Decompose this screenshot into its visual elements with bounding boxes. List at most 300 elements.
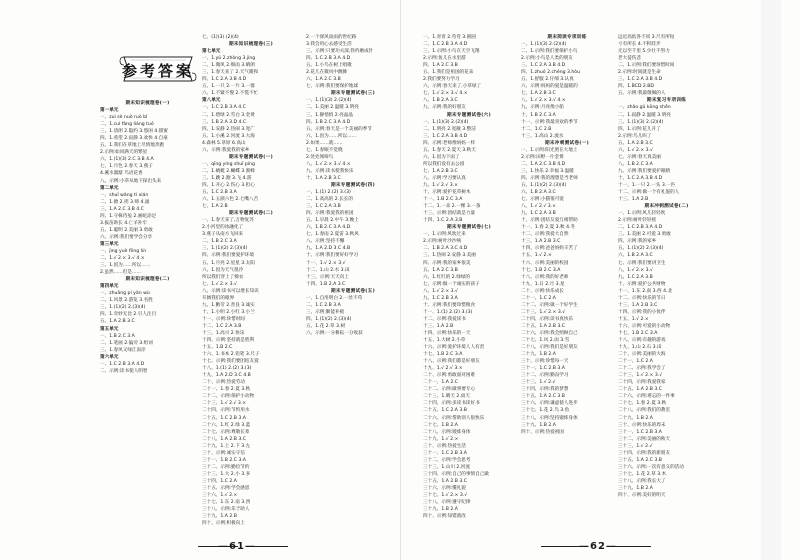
answer-line: 三、1.因为……所以……: [100, 263, 151, 269]
answer-line: 十四、示例:快乐的一天: [423, 330, 471, 336]
answer-line: 九、1.C 2.B 3.A: [423, 295, 458, 301]
answer-line: 三、1.C 2.A 3.B: [306, 204, 341, 210]
answer-line: 三、1.春天来了 2.天气暖和: [202, 70, 259, 76]
answer-line: 五、1.(1)(2) 2.(3)(4): [521, 182, 567, 188]
answer-line: 一、shuǐ wǎng tí xián: [100, 192, 149, 198]
answer-line: 一、1.示例:风吹过来: [423, 232, 466, 238]
answer-line: 四、1.zhuó 2.chéng 3.hòu: [521, 70, 581, 76]
answer-line: 四、示例:我的家乡很美: [423, 260, 471, 266]
answer-line: 二十二、示例:做事要专心: [423, 387, 476, 393]
answer-line: 十三、1.高山 2.流水: [521, 133, 564, 139]
answer-line: 二、1.示例:我们要珍惜时间: [618, 63, 675, 69]
left-column-2: [202, 34, 300, 532]
section-heading: 期末专题测试卷(五): [331, 288, 375, 294]
answer-line: 一、jìng yuè fēng lín: [100, 248, 147, 254]
answer-line: 三、1.清朗 2.隐约 3.悠闲 4.甜蜜: [100, 129, 168, 135]
answer-line: 二十八、示例:我们的教室: [618, 408, 671, 414]
answer-line: 二、1.高高的 2.长长的: [306, 197, 353, 203]
answer-line: 二十三、1.√ 2.√ 3.×: [202, 401, 247, 407]
answer-line: 三十三、1.大 2.小 3.多: [202, 471, 251, 477]
answer-line: 三十九、1.A 2.B: [202, 514, 237, 520]
answer-line: 4.森林 5.草原 6.高山: [202, 140, 246, 146]
answer-line: 七、示例:做一个诚实的孩子: [423, 281, 480, 287]
answer-line: 2.示例:鱼儿在水里游: [423, 56, 466, 62]
answer-line: 十一、1.春 2.夏 3.秋 4.冬: [521, 225, 576, 231]
answer-line: 十二、1.山 2.水 3.田: [306, 267, 350, 273]
answer-line: 七、(1)(3) (2)(4): [202, 35, 239, 40]
answer-line: 二十四、示例:多读书读好书: [423, 401, 480, 407]
answer-line: 三十五、示例:学会感恩: [202, 486, 250, 491]
answer-line: 二十六、示例:难忘的一件事: [618, 394, 675, 400]
answer-line: 二、1.B 2.A 3.C 4.D: [423, 246, 468, 252]
answer-line: 二十七、示例:尊敬长辈: [202, 429, 250, 435]
answer-line: 十三、1.A 2.B 3.C: [521, 239, 561, 245]
answer-line: 八、1.√ 2.× 3.√: [423, 288, 458, 294]
answer-line: 十八、示例:我们都是好朋友: [423, 359, 480, 365]
answer-line: 七、1.A 2.B 3.C: [521, 91, 556, 97]
answer-line: 六、示例:一分耕耘一分收获: [306, 330, 363, 336]
answer-line: 十四、1.B 2.A 3.C: [306, 281, 346, 287]
answer-line: 三、1.春风又绿江南岸: [100, 347, 146, 353]
answer-line: 二十、示例:快乐成长: [521, 288, 564, 294]
answer-line: 五、1.早晨 2.中午 3.晚上: [306, 218, 359, 224]
answer-line: 2.如果……就……: [306, 140, 343, 146]
answer-line: 二十一、1.A 2.C: [423, 380, 458, 386]
section-heading: 期末知识梳理卷(一): [125, 101, 170, 106]
answer-key-title: 参考答案: [121, 62, 194, 80]
answer-line: 十二、1.C 2.B: [521, 126, 552, 132]
answer-line: 二十八、示例:锻炼身体: [423, 429, 471, 435]
answer-line: 十四、1.C 2.A 3.B: [423, 218, 463, 224]
unit-heading: 第一单元: [100, 108, 119, 114]
answer-line: 五、1.我们是祖国的花朵: [423, 70, 474, 76]
answer-line: 三十七、1.东 2.南 3.西: [202, 500, 251, 506]
answer-line: 三十五、1.A 2.C 3.B: [521, 394, 565, 400]
answer-line: 九、1.C 2.A 3.B: [618, 274, 653, 280]
answer-line: 2.我们要努力学习: [423, 77, 460, 83]
section-heading: 期末专题测试卷(六): [447, 112, 491, 118]
answer-line: 二十七、1.B 2.A: [423, 422, 458, 428]
answer-line: 一、1.B 2.C 3.A: [100, 333, 135, 339]
unit-heading: 第七单元: [202, 49, 221, 55]
answer-line: 二十八、1.A 2.B 3.C: [202, 436, 246, 442]
answer-line: 2.示例:鸟儿叫了: [618, 133, 652, 139]
answer-line: 二十二、示例:我学会了: [618, 366, 666, 372]
answer-line: 五、1.C 2.B 3.A: [202, 190, 237, 196]
unit-heading: 第六单元: [100, 354, 119, 360]
answer-line: 三、1.C 2.A 3.B 4.D: [521, 63, 566, 69]
answer-line: 五、1.舒服 2.仔细 3.认真: [521, 77, 574, 83]
answer-line: 三十五、1.A 2.B 3.C: [423, 478, 467, 484]
answer-line: 二十四、示例:读书真快乐: [521, 316, 574, 322]
answer-line: 一、zuì sè nuò ruò bǐ: [100, 115, 148, 121]
answer-line: 六、1.B 2.A 3.C: [618, 253, 653, 259]
answer-line: 二十八、示例:我们是好朋友: [521, 345, 578, 351]
answer-line: 十一、示例:珍惜时间: [202, 316, 245, 322]
answer-line: 二、1.明亮 2.宽敞 3.整洁: [423, 126, 476, 132]
answer-line: 二、1.B 2.C 3.A: [202, 239, 237, 245]
answer-line: 3.我会用心去感受生活: [306, 42, 352, 48]
answer-line: 十九、1.山 2.石 3.田: [618, 345, 662, 351]
answer-line: 二、1.C 2.B 3.A 4.D: [618, 225, 663, 231]
answer-line: 三十一、1.C 2.B 3.A: [521, 366, 565, 372]
page-number-rule-left: [541, 546, 581, 547]
left-column-1: [100, 100, 195, 540]
answer-line: 三十一、1.C 2.B 3.A: [618, 429, 662, 435]
answer-line: 十六、示例:可爱的小动物: [618, 323, 671, 329]
answer-line: 2.示例:如同满天的繁星: [100, 150, 148, 156]
answer-line: 六、1.√ 2.× 3.√: [618, 147, 653, 153]
answer-line: 四、1.C 2.A 3.B 4.D: [202, 77, 247, 83]
answer-line: 十一、1.√ 2.× 3.√: [306, 260, 346, 266]
answer-line: 无以至千里 5.少壮不努力: [618, 49, 670, 55]
answer-line: 十五、1.√ 2.×: [521, 253, 552, 259]
right-column-1: [423, 34, 515, 532]
answer-line: 六、示例:妈妈的爱是温暖的: [521, 84, 578, 90]
answer-line: 六、1.因为天气很冷: [202, 267, 244, 273]
answer-line: 三、1.(1)(2) 2.(3)(4): [202, 246, 248, 252]
answer-line: 六、1.不紧不慢 2.不慌不忙: [202, 91, 259, 97]
answer-line: 三十一、1.C 2.B 3.A: [423, 450, 467, 456]
answer-line: 十、1.A 2.B 3.C: [306, 175, 341, 181]
answer-line: 三十二、示例:勤奋学习: [521, 373, 569, 379]
answer-line: 2.小河里的冰融化了: [202, 225, 244, 231]
answer-line: 八、示例:学习要认真: [423, 175, 466, 181]
answer-line: 四、示例:我爱我的祖国: [306, 211, 354, 217]
answer-line: 十、示例:团结友爱互相帮助: [521, 218, 578, 224]
answer-line: 三十六、1.√ 2.×: [202, 493, 238, 499]
answer-line: 四、1.(1)(2) 2.(3)(4): [306, 316, 352, 322]
answer-line: 七、1.月色 2.春天 3.燕子: [100, 164, 153, 170]
answer-line: 八、1.√ 2.× 3.√ 4.×: [306, 161, 351, 167]
answer-line: 三、1.热闹 2.安静 3.美丽: [423, 253, 476, 259]
answer-line: 九、示例:读书使我快乐: [306, 168, 354, 174]
answer-line: 二十七、1.风 2.雨 3.雪: [521, 338, 570, 344]
section-heading: 期末复习专项训练: [646, 98, 687, 104]
right-page: [400, 0, 800, 560]
scan-margin: [761, 0, 781, 560]
answer-line: 九、1.C 2.A 3.B: [521, 211, 556, 217]
answer-line: 一、1.示例:阳光照在大地上: [521, 147, 578, 153]
answer-line: 三十六、示例:懂礼貌: [423, 486, 466, 491]
answer-line: 四、1.安静 2.热闹 3.宽广: [202, 126, 255, 132]
section-heading: 期末专题测试卷(二): [229, 211, 273, 217]
answer-line: 五、1.小鸟在树上唱歌: [306, 63, 352, 69]
answer-line: 三十三、1.√ 2.√: [521, 380, 556, 386]
answer-line: 五、示例:我最敬佩的人: [618, 91, 666, 97]
answer-line: 二十六、示例:我会照顾自己: [521, 330, 578, 336]
answer-line: 十四、示例:爸爸妈妈辛苦了: [521, 246, 578, 252]
answer-line: 2.处处闻啼鸟: [306, 154, 334, 160]
answer-line: 十二、示例:做一个有礼貌的人: [618, 190, 680, 196]
answer-line: 3.拔苗助长 4.亡羊补牢: [100, 220, 147, 226]
answer-line: 三十八、示例:坚持锻炼身体: [521, 415, 578, 421]
unit-heading: 第四单元: [100, 284, 119, 290]
answer-line: 四、1.开心 2.伤心 3.担心: [202, 182, 255, 188]
answer-line: 十三、1.高兴 2.快乐: [202, 330, 245, 336]
answer-line: 六、1.B 2.C 3.A 4.D: [306, 225, 351, 231]
answer-line: 三、1.C 2.A 3.B 4.D: [618, 77, 663, 83]
answer-line: 三十、示例:快乐的周末: [618, 422, 666, 428]
answer-line: 三、1.跳 2.跑 3.飞 4.游: [202, 175, 252, 181]
answer-line: 十九、1.日 2.月 3.星: [521, 281, 565, 287]
answer-line: 三、1.C 2.A 3.B 4.D: [423, 133, 468, 139]
answer-line: 八、1.√ 2.× 3.√ 4.×: [521, 98, 566, 104]
answer-line: 四、1.奇妙无比 2.引人注目: [100, 312, 157, 318]
answer-line: 十七、1.B 2.C 3.A: [618, 330, 658, 336]
answer-line: 七、1.√ 2.× 3.√: [202, 281, 237, 287]
answer-line: 九、1.A 2.D 3.C 4.B: [306, 246, 351, 252]
answer-line: 二十五、1.C 2.B 3.A: [202, 415, 246, 421]
answer-line: 二十三、1.晴天 2.雨天: [423, 394, 470, 400]
answer-line: 十、1.B 2.C 3.A: [521, 112, 556, 118]
answer-line: 十一、1.一只 2.一头 3.一匹: [618, 182, 676, 188]
answer-line: 三、1.快乐 2.幸福 3.温暖: [521, 168, 574, 174]
section-heading: 期末专题测试卷(三): [331, 91, 375, 97]
answer-line: 十二、示例:快乐的节日: [618, 295, 666, 301]
answer-line: 四、1.示例:花儿开了: [618, 126, 661, 132]
answer-line: 三十七、1.花 2.鸟 3.鱼: [521, 408, 570, 414]
answer-line: 二、1.风景 2.游览 3.名胜: [100, 298, 153, 304]
answer-line: 一、1.(1) 2.(2) 3.(3): [306, 190, 351, 196]
answer-line: 二十九、1.B 2.A: [521, 352, 556, 358]
right-column-3: [618, 34, 715, 532]
answer-line: 六、1.(1)(3) 2.C 3.B 4.A: [100, 157, 154, 163]
answer-line: 十五、1.B 2.C: [202, 345, 233, 351]
answer-line: 七、1.√ 2.× 3.√ 4.×: [423, 91, 468, 97]
answer-line: 六、1.五颜六色 2.七嘴八舌: [202, 197, 259, 203]
answer-line: 八、1.√ 2.√ 3.×: [521, 204, 556, 210]
answer-line: 老大徒伤悲: [618, 56, 641, 62]
answer-line: 四十、示例:热爱祖国: [521, 429, 564, 435]
answer-line: 五、1.我们在草地上尽情地奔跑: [100, 143, 165, 149]
answer-line: 一、1.春天来了,万物复苏: [202, 218, 254, 224]
answer-line: 三、1.示例:小鸟在天空飞翔: [423, 49, 480, 55]
answer-line: 七、1.春雨 2.夏雷 3.秋风: [306, 232, 359, 238]
answer-line: 3.燕子从南方飞回来: [202, 232, 244, 238]
answer-line: 三十三、1.√ 2.√: [618, 443, 653, 449]
answer-line: 二、1.C 2.B 3.A: [306, 302, 341, 308]
answer-line: 一、zhuāng pí yǎn wù: [100, 291, 150, 297]
answer-line: 十、示例:我们要珍惜粮食: [423, 302, 476, 308]
answer-line: 三十二、示例:美丽的秋天: [618, 436, 671, 442]
answer-line: 六、示例:我们要学会分享: [100, 234, 153, 240]
answer-line: 三十二、示例:学会思考: [423, 457, 471, 463]
answer-line: 二十九、1.上 2.下 3.左: [202, 443, 251, 449]
answer-line: 二、1.掀 2.拐 3.啼 4.涌: [100, 199, 150, 205]
answer-line: 二十、示例:美丽的大海: [618, 352, 666, 358]
answer-line: 二、1.cuì fàng liáng tuó: [100, 122, 154, 128]
answer-line: 二、1.A 2.C 3.B 4.D: [521, 161, 566, 167]
answer-line: 三十六、示例:一次有意义的活动: [618, 464, 684, 470]
answer-line: 2.一个驿风雨雨的世纪路: [306, 35, 357, 40]
answer-line: 五、1.A 2.C 3.B: [423, 267, 458, 273]
answer-line: 八、1.B 2.A 3.C: [423, 98, 458, 104]
answer-line: 一、1.(1)(3) 2.(2)(4): [306, 98, 352, 104]
answer-line: 二、1.蜻蜓 2.蝴蝶 3.蜜蜂: [202, 168, 255, 174]
answer-line: 三、1.(1)(2) 2.(3)(4): [100, 305, 146, 311]
page-number-value: 62: [590, 541, 606, 552]
answer-line: 三、1.B 2.A 3.D 4.C: [202, 119, 247, 125]
answer-line: 二、1.√ 2.× 3.√ 4.×: [100, 256, 145, 262]
answer-line: 五、1.月亮 2.星星 3.太阳: [202, 260, 255, 266]
answer-line: 四十、示例:积极向上: [202, 521, 245, 527]
answer-line: 八、示例:坚持不懈: [306, 239, 345, 245]
page-number-value: 61: [229, 541, 245, 552]
answer-line: 九、示例:我的好朋友: [423, 105, 466, 111]
answer-line: 十、1.小明 2.小红 3.小兰: [202, 309, 255, 315]
answer-line: 三十五、1.A 2.C 3.B: [618, 457, 662, 463]
answer-line: 二、1.寂静 2.温暖 3.明亮: [618, 112, 671, 118]
answer-line: 一、1.yǔ 2.zhòng 3.jìng: [202, 56, 256, 62]
answer-line: 八、示例:小草从地下探出头来: [100, 178, 162, 184]
answer-line: 二十四、示例:节约用水: [202, 408, 250, 414]
answer-line: 十四、示例:坚持就是胜利: [202, 338, 255, 344]
unit-heading: 第五单元: [100, 326, 119, 332]
answer-line: 三十二、示例:勤俭节约: [202, 464, 250, 470]
answer-line: 七、示例:我们要保护地球: [306, 84, 359, 90]
answer-line: 三十、示例:诚实守信: [202, 450, 245, 456]
answer-line: 四十、示例:美好的明天: [618, 493, 666, 499]
answer-line: 九、示例:我们要爱护眼睛: [618, 168, 671, 174]
answer-line: 二、1.微风 2.细雨 3.晴朗: [202, 63, 255, 69]
section-heading: 期末专题测试卷(一): [229, 154, 273, 160]
answer-line: 三十一、1.B 2.C 3.A: [202, 457, 246, 463]
answer-line: 二、示例:读书使人明智: [100, 368, 148, 374]
answer-line: 一、1.C 2.B 3.A 4.C: [202, 105, 246, 111]
page-number: —61—: [218, 541, 256, 552]
answer-line: 十一、1.B 2.C 3.A: [423, 197, 463, 203]
section-heading: 期末专题测试卷(四): [331, 182, 375, 188]
answer-line: 三、1.(1)(3) 2.(2)(4): [618, 119, 664, 125]
page-number: —62—: [579, 541, 617, 552]
answer-line: 十一、1.(1) 2.(2) 3.(3): [423, 309, 473, 315]
answer-line: 七、示例:春天真美丽: [618, 154, 661, 160]
answer-line: 二十二、示例:做一个好学生: [521, 302, 578, 308]
answer-line: 五、1.春天 2.夏天 3.秋天: [423, 147, 476, 153]
answer-line: 六、1.A 2.C 3.B: [306, 77, 341, 83]
answer-line: 七、示例:小猫很可爱: [521, 197, 564, 203]
answer-line: 十八、示例:我的好老师: [521, 274, 569, 280]
answer-line: 二十三、1.√ 2.× 3.√: [618, 373, 663, 379]
answer-line: 六、1.B 2.A 3.C: [521, 190, 556, 196]
answer-line: 二十三、1.√ 2.× 3.√: [521, 309, 566, 315]
answer-line: 寸有所长 4.不积跬步: [618, 42, 661, 48]
answer-line: 一、1.(1)(3) 2.(2)(4): [521, 42, 567, 48]
answer-line: 四、示例:我的家乡: [618, 239, 657, 245]
answer-line: 三十三、1.山川 2.河流: [423, 464, 470, 470]
answer-line: 四、1.守株待兔 2.画蛇添足: [100, 213, 157, 219]
answer-line: 十八、示例:有趣的游戏: [618, 338, 666, 344]
page-number-rule-right: [611, 546, 651, 547]
answer-line: 七、1.春眠不觉晓: [306, 147, 343, 153]
answer-line: 2.示例:树叶轻轻摇: [618, 218, 657, 224]
section-heading: 期末知识梳理卷(三): [229, 42, 273, 48]
answer-line: 十六、示例:美丽的校园: [521, 260, 569, 266]
answer-line: 一、1.示例:风儿轻轻吹: [618, 211, 666, 217]
answer-line: 四、示例:老师像妈妈一样: [423, 140, 476, 146]
answer-line: 五、1.(1)(2) 2.(3)(4): [618, 246, 664, 252]
left-column-3: [306, 34, 400, 532]
answer-line: 三、1.A 2.C 3.B 4.C: [100, 206, 144, 212]
answer-line: 十六、示例:爱护环境人人有责: [423, 345, 485, 351]
answer-line: 三、示例:勤能补拙: [306, 309, 345, 315]
answer-line: 四十、示例:知错就改: [423, 514, 466, 520]
answer-line: 十三、示例:天天向上: [306, 274, 349, 280]
answer-line: 三十九、1.B 2.A: [521, 422, 556, 428]
answer-line: 三、示例:只要功夫深,铁杵磨成针: [306, 49, 374, 55]
answer-line: 十二、示例:我爱读书: [423, 316, 466, 322]
section-heading: 期末冲刺测试卷(二): [644, 204, 689, 210]
answer-line: 三、1.美丽 2.可爱 3.勇敢: [618, 232, 671, 238]
unit-heading: 第八单元: [202, 98, 221, 104]
answer-line: 四、1.希望 2.寂静 3.欢快 4.自豪: [100, 136, 168, 142]
answer-line: 二十一、1.春 2.夏 3.秋: [202, 387, 251, 393]
answer-line: 三十九、1.B 2.A: [618, 486, 653, 491]
answer-line: 三十、示例:热爱生活: [423, 443, 466, 449]
answer-line: 三十七、1.花 2.草 3.木: [618, 471, 667, 477]
answer-line: 八、示例:读书可以增长知识: [202, 288, 259, 294]
answer-line: 三十、示例:珍惜每一天: [521, 359, 569, 365]
answer-line: 六、1.红红的 2.绿绿的: [423, 274, 470, 280]
answer-key-banner: [118, 52, 198, 86]
answer-line: 五、1.一只 2.一片 3.一群: [202, 84, 255, 90]
answer-line: 二十九、1.B 2.A: [618, 415, 653, 421]
answer-line: 十七、示例:我们要团结友爱: [202, 359, 259, 365]
answer-line: 三十六、示例:谦虚使人进步: [521, 401, 578, 407]
answer-line: 十七、1.B 2.C 3.A: [521, 267, 561, 273]
answer-line: 五、示例:春天是一个美丽的季节: [306, 126, 372, 132]
answer-line: 五、1.聪明 2.美丽 3.勇敢: [100, 227, 153, 233]
answer-line: 十九、1.A 2.D 3.C 4.B: [202, 373, 251, 379]
answer-line: 远近高低各不同 3.尺有所短: [618, 35, 675, 40]
answer-line: 四、1.C 2.B 3.A 4.D: [306, 56, 351, 62]
answer-line: 二十一、1.C 2.A: [521, 295, 556, 301]
section-heading: 期末知识梳理卷(二): [125, 277, 170, 283]
answer-line: 四、示例:我们要爱护环境: [202, 253, 255, 259]
answer-line: 所以我们没有去公园: [423, 161, 465, 167]
answer-line: 二十六、1.红 2.绿 3.蓝: [202, 422, 251, 428]
answer-line: 八、1.B 2.C 3.A: [618, 161, 653, 167]
answer-line: 二、1.笔画 2.偏旁 3.组词: [100, 340, 153, 346]
answer-line: 十、示例:我们要好好学习: [306, 253, 359, 259]
answer-line: 二十六、示例:帮助别人很快乐: [423, 415, 485, 421]
answer-line: 一、1.C 2.B 3.A 4.D: [100, 361, 145, 367]
answer-line: 三十七、1.√ 2.× 3.√: [423, 493, 468, 499]
answer-line: 十四、示例:我的小伙伴: [618, 309, 666, 315]
answer-line: 三、1.静悄悄 2.亮晶晶: [306, 112, 353, 118]
answer-line: 二十、示例:热爱劳动: [202, 380, 245, 386]
answer-line: 十六、1.书本 2.铅笔 3.尺子: [202, 352, 260, 358]
answer-line: 四、示例:我的理想是当老师: [521, 175, 578, 181]
answer-line: 二十四、示例:我爱我家: [618, 380, 666, 386]
answer-line: 三十八、示例:我长大了: [618, 478, 666, 484]
answer-line: 四、1.B 2.C 3.A 4.D: [306, 119, 351, 125]
answer-line: 二十一、1.C 2.A: [618, 359, 653, 365]
answer-line: 十一、1.东 2.南 3.西 4.北: [618, 288, 673, 294]
answer-line: 十三、1.A 2.B: [423, 323, 454, 329]
answer-line: 三十八、示例:乐于助人: [202, 507, 250, 513]
answer-line: 九、示例:月亮像小船: [521, 105, 564, 111]
unit-heading: 第二单元: [100, 185, 119, 191]
answer-line: 九、1.勤劳 2.善良 3.诚实: [202, 302, 255, 308]
answer-line: 二十五、1.A 2.B 3.C: [521, 323, 565, 329]
answer-line: 五、1.小溪 2.河流 3.大海: [202, 133, 255, 139]
answer-line: 十二、示例:我爱大自然: [521, 232, 569, 238]
answer-line: 二十五、1.C 2.A 3.B: [423, 408, 467, 414]
unit-heading: 第三单元: [100, 241, 119, 247]
answer-line: 一、zhǎo gǔ kōng shěn: [618, 105, 671, 111]
